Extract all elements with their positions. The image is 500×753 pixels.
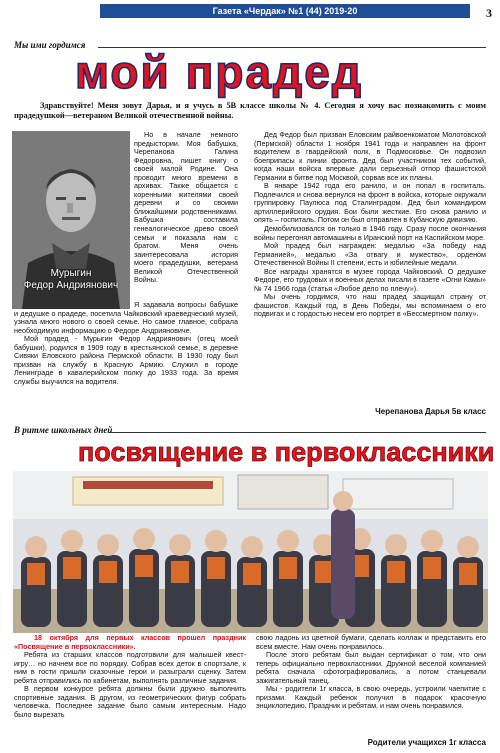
portrait-photo — [12, 131, 130, 309]
newspaper-header-bar: Газета «Чердак» №1 (44) 2019-20 — [100, 4, 470, 18]
group-photo — [13, 471, 488, 633]
paragraph: В январе 1942 года его ранило, и он попал в госпиталь. Подлечился и снова вернулся на фронт в войска, которые окружали группировку Паулюса под Сталинградом. Дед был командиром артиллерийского орудия. Бои были жесткие. Его снова ранило и опять – госпиталь. Потом он был отправлен в Кубанскую дивизию. — [254, 181, 486, 225]
paragraph: Мы - родители 1г класса, в свою очередь, устроили чаепитие с призами. Каждый ребенок получил в подарок красочную энциклопедию. Праздник и ребятам, и нам очень понравился. — [256, 684, 486, 711]
article2-right-column — [256, 634, 486, 711]
paragraph: Я задавала вопросы бабушке и дедушке о прадеде, посетила Чайковский краеведческий музей, узнала много нового о своей семье. Но самое главное, собрала необходимую информацию о Федоре Андрияновиче. — [14, 300, 238, 335]
paragraph: Демобилизовался он только в 1946 году. Сразу после окончания войны перегонял автомашины в Иранский порт на Каспийском море. — [254, 224, 486, 242]
article-lead-1: Здравствуйте! Меня зовут Дарья, и я учусь в 5В классе школы № 4. Сегодня я хочу вас познакомить с моим прадедушкой—ветераном Великой отечественной войны. — [14, 101, 486, 120]
rubric-rule-2 — [108, 432, 486, 433]
paragraph: Но в начале немного предыстории. Моя бабушка, Черепанова Галина Федоровна, пишет книгу о своей малой Родине. Она проводит много времени в архивах. Также общается с коренными жителями своей деревни и со своими ближайшими родственниками. Бабушка составила генеалогическое древо своей семьи и показала нам с братом. Меня очень заинтересовала история моего прадедушки, ветерана Великой Отечественной Войны. — [134, 130, 238, 285]
paragraph: Мой прадед был награжден: медалью «За победу над Германией», медалью «За отвагу и мужество», орденом Отечественной Войны II степени, есть и юбилейные медали. — [254, 241, 486, 268]
paragraph: Ребята из старших классов подготовили для малышей квест-игру… но начнем все по порядку. Собрав всех деток в спортзале, к ним в гости пришли сказочные герои и разыграли сценку. Затем ребята отправились по кабинетам, выполнять различные задания. — [14, 650, 246, 685]
article2-left-column — [14, 634, 246, 719]
paragraph: После этого ребятам был выдан сертификат о том, что они теперь официально первоклассники. Дружной веселой компанией ребята сначала сфотографировались, а потом станцевали зажигательный танец. — [256, 650, 486, 685]
article1-left-narrow — [134, 131, 238, 285]
paragraph: Дед Федор был призван Еловским райвоенкоматом Молотовской (Пермской) области 1 ноября 1941 года и направлен на фронт водителем в гвардейский полк, в Подмосковье. Он подвозил боеприпасы к линии фронта. Дед был участником тех событий, когда наши войска впервые дали серьезный отпор фашистской Германии в битве под Москвой, сорвав все их планы. — [254, 130, 486, 182]
article1-signature: Черепанова Дарья 5в класс — [375, 407, 486, 416]
paragraph: В первом конкурсе ребята должны были дружно выполнить спортивные задания. В другом, из геометрических фигур собрать человечка. Последнее задание было самым интересным. Надо было вырезать — [14, 684, 246, 719]
article1-right-column — [254, 131, 486, 319]
group-children-icon — [13, 471, 488, 633]
portrait-caption — [12, 268, 130, 292]
portrait-caption-name: Федор Андриянович — [23, 280, 119, 291]
paragraph: Мой прадед - Мурыгин Федор Андриянович (отец моей бабушки), родился в 1909 году в крестьянской семье, в деревне Сивяки Еловского района Пермской области. В 1930 году был призван на службу в Красную Армию. Служил в городе Ленинграде в кавалерийском полку до 1933 года. За время службы выучился на водителя. — [14, 334, 238, 386]
paragraph: свою ладонь из цветной бумаги, сделать коллаж и представить его всем вместе. Нам очень понравилось. — [256, 633, 486, 651]
paragraph: Все награды хранятся в музее города Чайковский. О дедушке Федоре, его трудовых и военных делах писали в газете «Огни Камы» № 74 1966 года (статья «Любое дело по плечу»). — [254, 266, 486, 293]
section-rubric-2: В ритме школьных дней — [14, 425, 113, 435]
article-title-2: посвящение в первоклассники — [78, 437, 495, 467]
article2-lead: 18 октября для первых классов прошел праздник «Посвящение в первоклассники». — [14, 633, 246, 651]
section-rubric-1: Мы ими гордимся — [14, 40, 86, 50]
article-title-1: мой прадед — [75, 46, 364, 98]
article2-signature: Родители учащихся 1г класса — [367, 738, 486, 747]
paragraph: Мы очень гордимся, что наш прадед защищал страну от фашистов. Каждый год, в День Победы, мы вспоминаем о его подвигах и с гордостью несем его портрет в «Бессмертном полку». — [254, 292, 486, 319]
portrait-caption-surname: Мурыгин — [50, 268, 92, 279]
article1-left-wide — [14, 301, 238, 386]
page-number: 3 — [486, 6, 492, 20]
